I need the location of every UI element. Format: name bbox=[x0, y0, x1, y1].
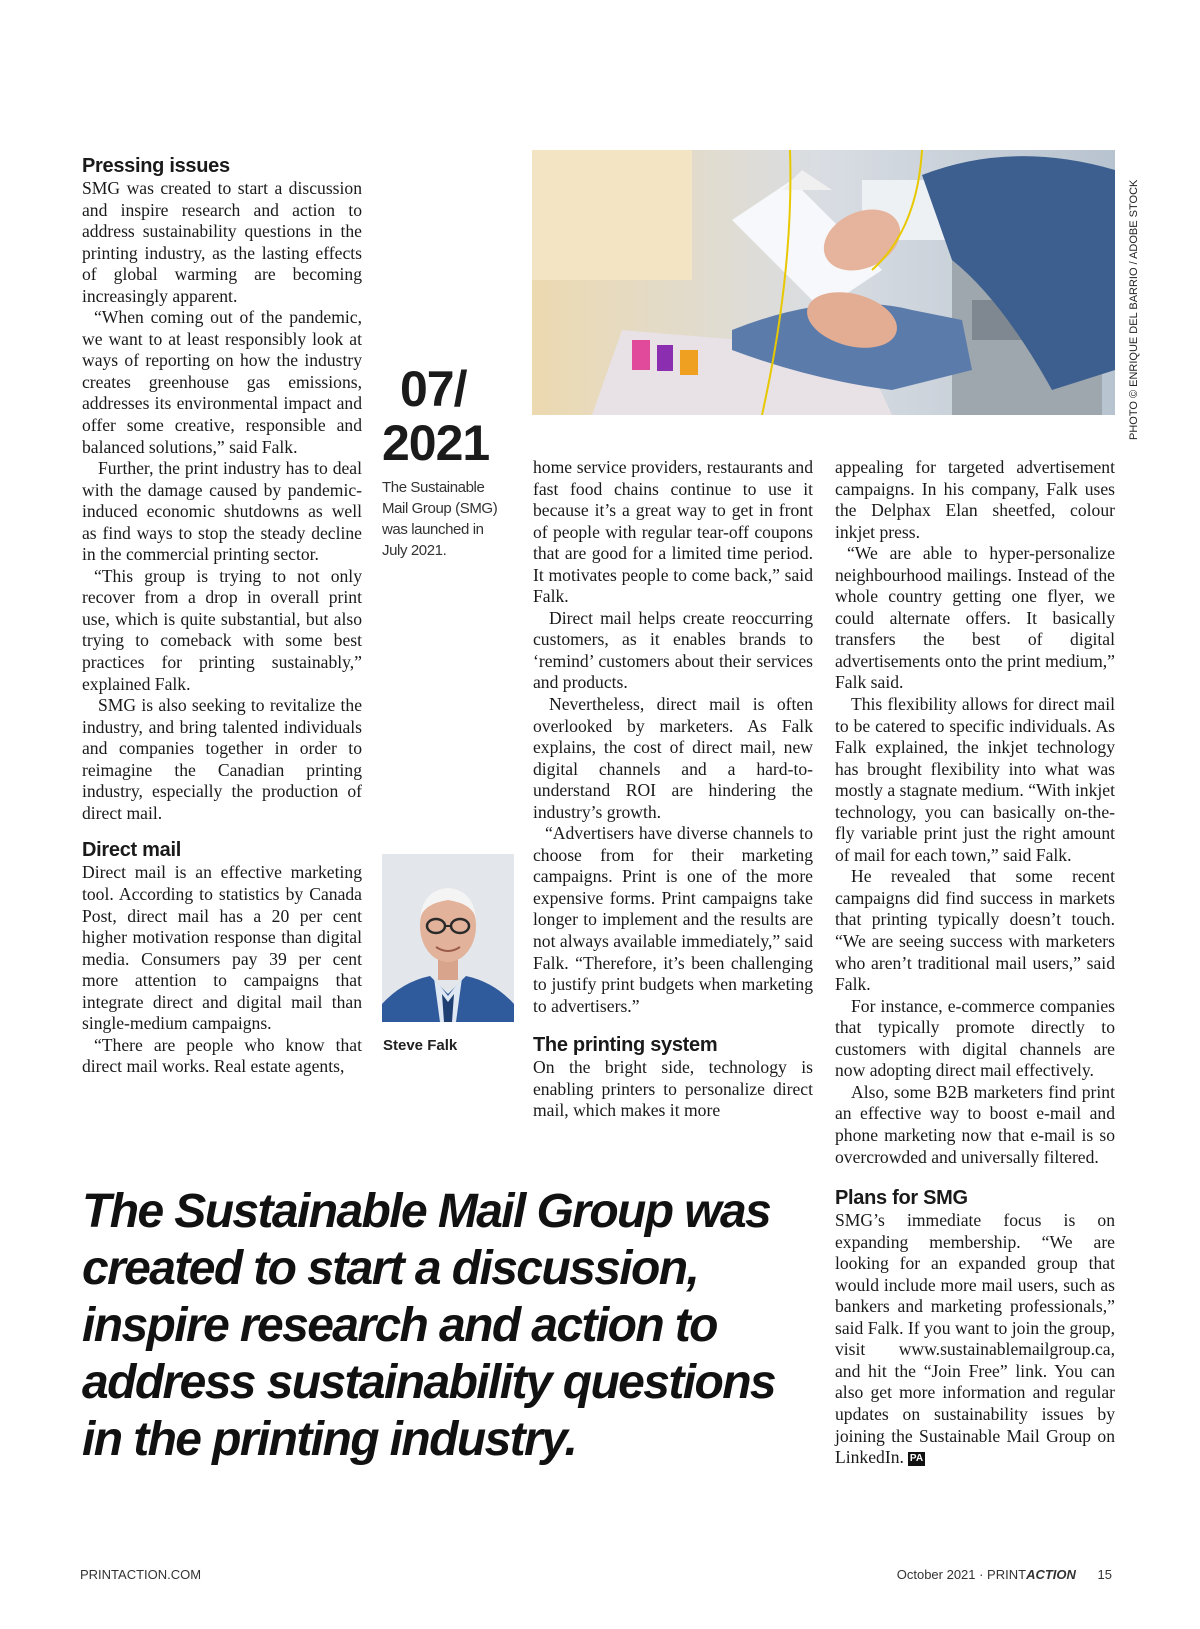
paragraph-text: SMG’s immediate focus is on expanding membership. “We are looking for an expanded group that would include more mail users, such as bankers and marketing professionals,” said Falk. If you want to join the group, visit www.sustainablemailgroup.ca, and hit the “Join Free” link. You can also get more information and regular updates on sustainability issues by joining the Sustainable Mail Group on LinkedIn. bbox=[835, 1210, 1115, 1468]
date-year: 2021 bbox=[382, 415, 490, 471]
paragraph: Further, the print industry has to deal with the damage caused by pandemic-induced economic shutdowns as well as find ways to stop the steady decline in the commercial printing sector. bbox=[82, 458, 362, 565]
pull-quote: The Sustainable Mail Group was created to start a discussion, inspire research and action to address sustainability questions in the printing industry. bbox=[82, 1185, 776, 1466]
paragraph: On the bright side, technology is enabling printers to personalize direct mail, which makes it more bbox=[533, 1057, 813, 1121]
footer-issue bbox=[897, 1567, 1112, 1582]
paragraph: “There are people who know that direct mail works. Real estate agents, bbox=[82, 1034, 362, 1077]
paragraph: “We are able to hyper-personalize neighbourhood mailings. Instead of the whole country getting one flyer, we could alternate offers. It basically transfers the best of digital advertisements onto the print medium,” Falk said. bbox=[835, 543, 1115, 693]
paragraph: He revealed that some recent campaigns did find success in markets that printing typically doesn’t touch. “We are seeing success with marketers who aren’t traditional mail users,” said Falk. bbox=[835, 866, 1115, 995]
date-callout bbox=[382, 362, 512, 470]
footer-brand: ACTION bbox=[1026, 1567, 1076, 1582]
paragraph: appealing for targeted advertisement campaigns. In his company, Falk uses the Delphax Elan sheetfed, colour inkjet press. bbox=[835, 457, 1115, 542]
paragraph: “Advertisers have diverse channels to choose from for their marketing campaigns. Print is one of the more expensive forms. Print campaigns take longer to implement and the results are not always available immediately,” said Falk. “Therefore, it’s been challenging to justify print budgets when marketing to advertisers.” bbox=[533, 823, 813, 1016]
portrait-photo bbox=[382, 854, 514, 1022]
paragraph: home service providers, restaurants and fast food chains continue to use it because it’s a great way to get in front of people with regular tear-off coupons that are good for a limited time period. It motivates people to come back,” said Falk. bbox=[533, 457, 813, 607]
paragraph: For instance, e-commerce companies that typically promote directly to customers with digital channels are now adopting direct mail effectively. bbox=[835, 995, 1115, 1081]
paragraph: Nevertheless, direct mail is often overlooked by marketers. As Falk explains, the cost of direct mail, new digital channels and a hard-to-understand ROI are hindering the industry’s growth. bbox=[533, 694, 813, 822]
date-month: 07/ bbox=[400, 361, 467, 417]
heading-pressing-issues: Pressing issues bbox=[82, 155, 230, 177]
footer-website: PRINTACTION.COM bbox=[80, 1567, 202, 1582]
heading-direct-mail: Direct mail bbox=[82, 839, 181, 862]
column-3 bbox=[533, 457, 813, 1122]
portrait-caption: Steve Falk bbox=[383, 1037, 458, 1054]
paragraph: “When coming out of the pandemic, we want to at least responsibly look at ways of reporting on how the industry creates greenhouse gas emissions, addresses its environmental impact and offer some creative, responsible and balanced solutions,” said Falk. bbox=[82, 307, 362, 457]
article-photo bbox=[532, 150, 1115, 415]
page-number: 15 bbox=[1097, 1567, 1112, 1582]
end-mark-icon: PA bbox=[909, 1453, 924, 1465]
column-1 bbox=[82, 154, 362, 1078]
paragraph: Direct mail is an effective marketing tool. According to statistics by Canada Post, direct mail has a 20 per cent higher motivation response than digital media. Consumers pay 39 per cent more attention to campaigns that integrate direct and digital mail than single-medium campaigns. bbox=[82, 862, 362, 1034]
paragraph: Direct mail helps create reoccurring customers, as it enables brands to ‘remind’ customers about their services and products. bbox=[533, 607, 813, 693]
paragraph bbox=[835, 1210, 1115, 1469]
column-4 bbox=[835, 457, 1115, 1469]
heading-printing-system: The printing system bbox=[533, 1034, 718, 1057]
footer-issue-date: October 2021 · PRINT bbox=[896, 1567, 1027, 1582]
paragraph: SMG was created to start a discussion and inspire research and action to address sustainability questions in the printing industry, as the lasting effects of global warming are becoming increasingly apparent. bbox=[82, 178, 362, 306]
paragraph: This flexibility allows for direct mail to be catered to specific individuals. As Falk explained, the inkjet technology has brought flexibility into what was mostly a stagnate medium. “With inkjet technology, you can basically on-the-fly variable print just the right amount of mail for each town,” said Falk. bbox=[835, 694, 1115, 865]
paragraph: Also, some B2B marketers find print an effective way to boost e-mail and phone marketing now that e-mail is so overcrowded and universally filtered. bbox=[835, 1081, 1115, 1167]
photo-credit: PHOTO © ENRIQUE DEL BARRIO / ADOBE STOCK bbox=[1128, 179, 1140, 440]
paragraph: “This group is trying to not only recover from a drop in overall print use, which is quite substantial, but also trying to comeback with some best practices for printing sustainably,” explained Falk. bbox=[82, 565, 362, 694]
paragraph: SMG is also seeking to revitalize the industry, and bring talented individuals and companies together in order to reimagine the Canadian printing industry, especially the production of direct mail. bbox=[82, 695, 362, 823]
heading-plans-for-smg: Plans for SMG bbox=[835, 1187, 968, 1210]
date-caption: The Sustainable Mail Group (SMG) was launched in July 2021. bbox=[382, 479, 498, 559]
